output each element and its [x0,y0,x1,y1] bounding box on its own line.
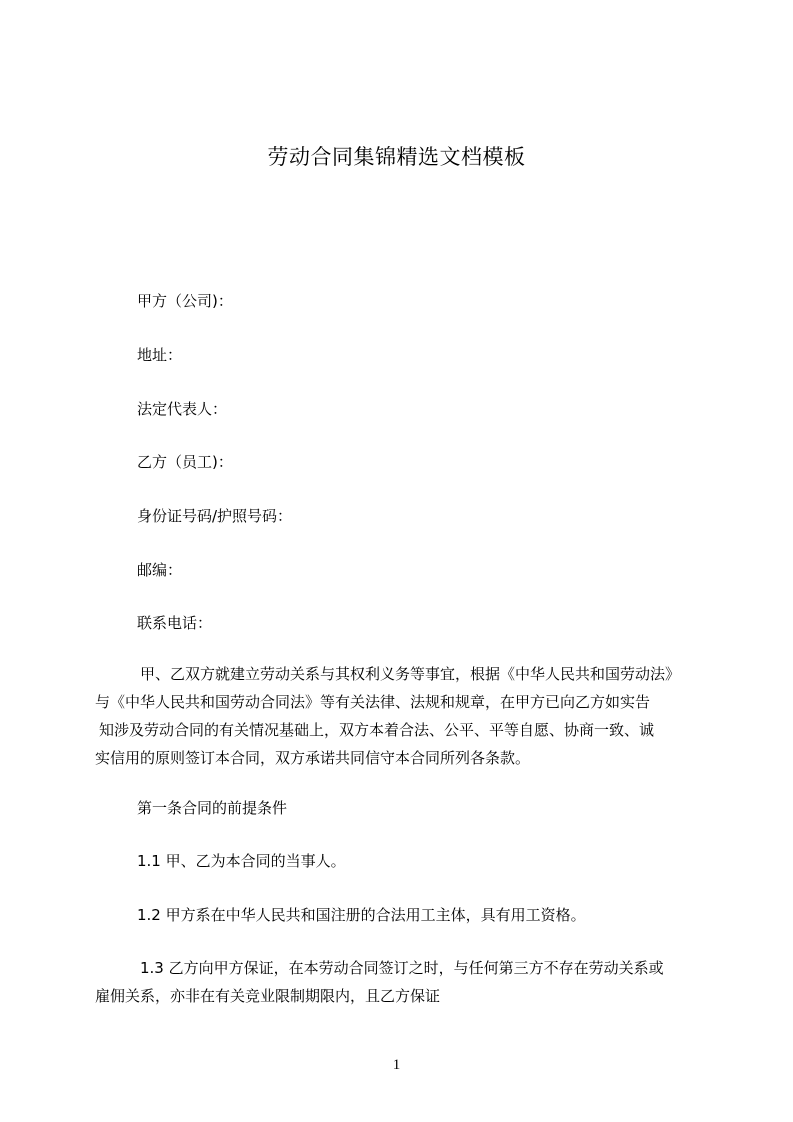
field-party-b: 乙方（员工)： [137,453,233,471]
page-number: 1 [392,1057,401,1073]
document-title: 劳动合同集锦精选文档模板 [267,145,526,169]
clause-1-1: 1.1 甲、乙为本合同的当事人。 [137,852,346,870]
clause-1-3-line: 1.3 乙方向甲方保证，在本劳动合同签订之时，与任何第三方不存在劳动关系或 [140,959,664,977]
intro-line: 实信用的原则签订本合同，双方承诺共同信守本合同所列各条款。 [95,749,531,767]
intro-line: 甲、乙双方就建立劳动关系与其权利义务等事宜，根据《中华人民共和国劳动法》 [140,665,681,683]
intro-line: 与《中华人民共和国劳动合同法》等有关法律、法规和规章，在甲方已向乙方如实告 [95,693,651,711]
field-postcode: 邮编： [137,561,183,579]
field-phone: 联系电话： [137,614,213,632]
article-1-heading: 第一条合同的前提条件 [137,799,288,817]
clause-1-3-line: 雇佣关系，亦非在有关竞业限制期限内，且乙方保证 [95,987,441,1005]
field-address: 地址： [137,346,183,364]
intro-paragraph [95,660,735,772]
intro-line: 知涉及劳动合同的有关情况基础上，双方本着合法、公平、平等自愿、协商一致、诚 [99,721,655,739]
field-party-a: 甲方（公司)： [137,292,233,310]
field-id-number: 身份证号码/护照号码： [137,507,293,525]
clause-1-2: 1.2 甲方系在中华人民共和国注册的合法用工主体，具有用工资格。 [137,906,586,924]
clause-1-3 [95,954,735,1010]
field-legal-representative: 法定代表人： [137,400,228,418]
